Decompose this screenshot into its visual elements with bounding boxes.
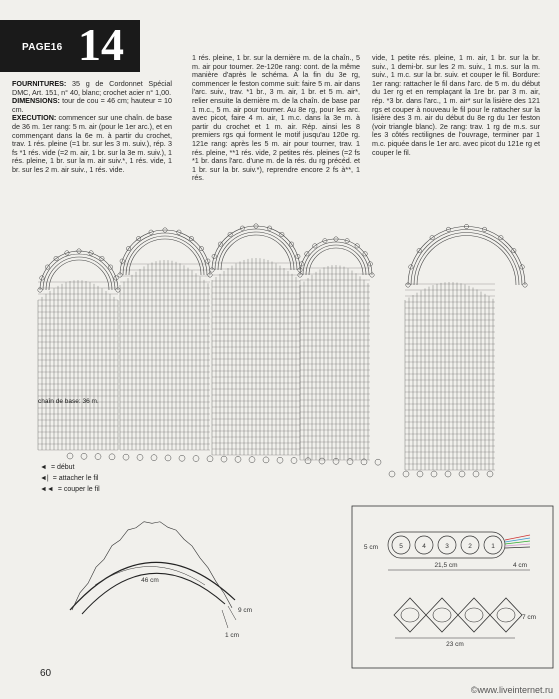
watermark: ©www.liveinternet.ru bbox=[470, 685, 553, 695]
strip-lower-width-dim: 23 cm bbox=[446, 641, 464, 648]
strip-tail-dim: 4 cm bbox=[513, 562, 528, 569]
arc-side-dim: 9 cm bbox=[238, 607, 253, 614]
fournitures-text: 35 g de Cordonnet Spécial DMC, Art. 151, n° 40, blanc; crochet acier n° 1,00. bbox=[12, 79, 172, 97]
arc-bottom-dim: 1 cm bbox=[225, 632, 240, 639]
strip-height-dim: 5 cm bbox=[363, 544, 378, 551]
legend-cut-symbol: ◄◄ bbox=[40, 486, 54, 493]
strip-number-5: 5 bbox=[399, 543, 403, 550]
strip-number-1: 1 bbox=[491, 543, 495, 550]
page-number: 60 bbox=[40, 668, 52, 679]
legend-cut-label: = couper le fil bbox=[57, 486, 100, 493]
strip-width-dim: 21,5 cm bbox=[434, 562, 458, 569]
legend-attach-label: = attacher le fil bbox=[52, 475, 99, 482]
legend-start-label: = début bbox=[50, 464, 75, 471]
pattern-number: 14 bbox=[78, 19, 124, 70]
fournitures-heading: FOURNITURES: bbox=[12, 79, 67, 88]
legend-attach-symbol: ◄| bbox=[40, 475, 49, 482]
legend-start-symbol: ◄ bbox=[40, 464, 47, 471]
strip-number-3: 3 bbox=[445, 543, 449, 550]
chart-base-label: chaîn de base: 36 m. bbox=[38, 398, 99, 405]
strip-number-4: 4 bbox=[422, 543, 426, 550]
execution-heading: EXECUTION: bbox=[12, 113, 57, 123]
execution-text: commencer sur une chaîn. de base de 36 m. 1er rang: 5 m. air (pour le 1er arc.), et en commençant dans la 6e m. à partir du crochet, trav. 1 rés. pleine (=1 br. sur les 3 m. suiv.), rép. 3 fs *1 rés. vide (=2 m. air, 1 br. sur la 3e m. suiv.), 1 rés. pleine, 1 br. sur la m. air suiv.*, 1 rés. vide, 1 br. sur les 2 m. air suiv., 1 rés. vide. bbox=[12, 113, 172, 174]
strip-lower-height-dim: 7 cm bbox=[522, 614, 537, 621]
strip-number-2: 2 bbox=[468, 543, 472, 550]
page-label: PAGE16 bbox=[22, 42, 63, 53]
instructions-column-3: vide, 1 petite rés. pleine, 1 m. air, 1 br. sur la br. suiv., 1 demi-br. sur les 2 m. suiv., 1 m.s. sur la m. suiv., 1 m.c. sur la br. suiv. et couper le fil. Bordure: 1er rang: rattacher le fil dans l'arc. de 5 m. du début du 1er rg et en remplaçant la 1re br. par 3 m. air, rép. *3 br. dans l'arc., 1 m. air* sur la lisière des 121 rgs et couper à nouveau le fil pour le rattacher sur la lisière des 3 m. air du début du 8e rg du 1er feston (voir triangle blanc). 2e rang: trav. 1 rg de m.s. sur les 3 côtés rectilignes de l'ouvrage, terminer par 1 m.c. piquée dans le 1er arc. avec picot du 121e rg et couper le fil. bbox=[372, 53, 540, 157]
dimensions-text: tour de cou = 46 cm; hauteur = 10 cm. bbox=[12, 96, 172, 114]
arc-top-dim: 46 cm bbox=[141, 577, 159, 584]
dimensions-heading: DIMENSIONS: bbox=[12, 96, 60, 106]
instructions-column-2: 1 rés. pleine, 1 br. sur la dernière m. de la chaîn., 5 m. air pour tourner. 2e-120e rang: cont. de la même manière d'après le schéma. A la fin du 3e rg, commencer le feston comme suit: faire 5 m. air dans l'arc. suiv., trav. *1 br., 3 m. air, 1 br. et 5 m. air*, relier ensuite la dernière m. de la chaîn. de base par 1 m.c., 5 m. air pour tourner. Au 8e rg, pour les arc. avec picot, faire 4 m. air, 1 m.c. dans la 3e m. à partir du crochet et 1 m. air. Rép. ainsi les 8 premiers rgs qui forment le motif jusqu'au 120e rg. 121e rang: après les 5 m. air pour tourner, trav. 1 rés. pleine, **1 rés. vide, 2 petites rés. pleines (=2 fs *1 br. dans l'arc. d'une m. de la rés. du rg précéd. et 1 br. sur la br. suiv.*), reprendre encore 2 fs à**, 1 rés. bbox=[192, 53, 360, 183]
